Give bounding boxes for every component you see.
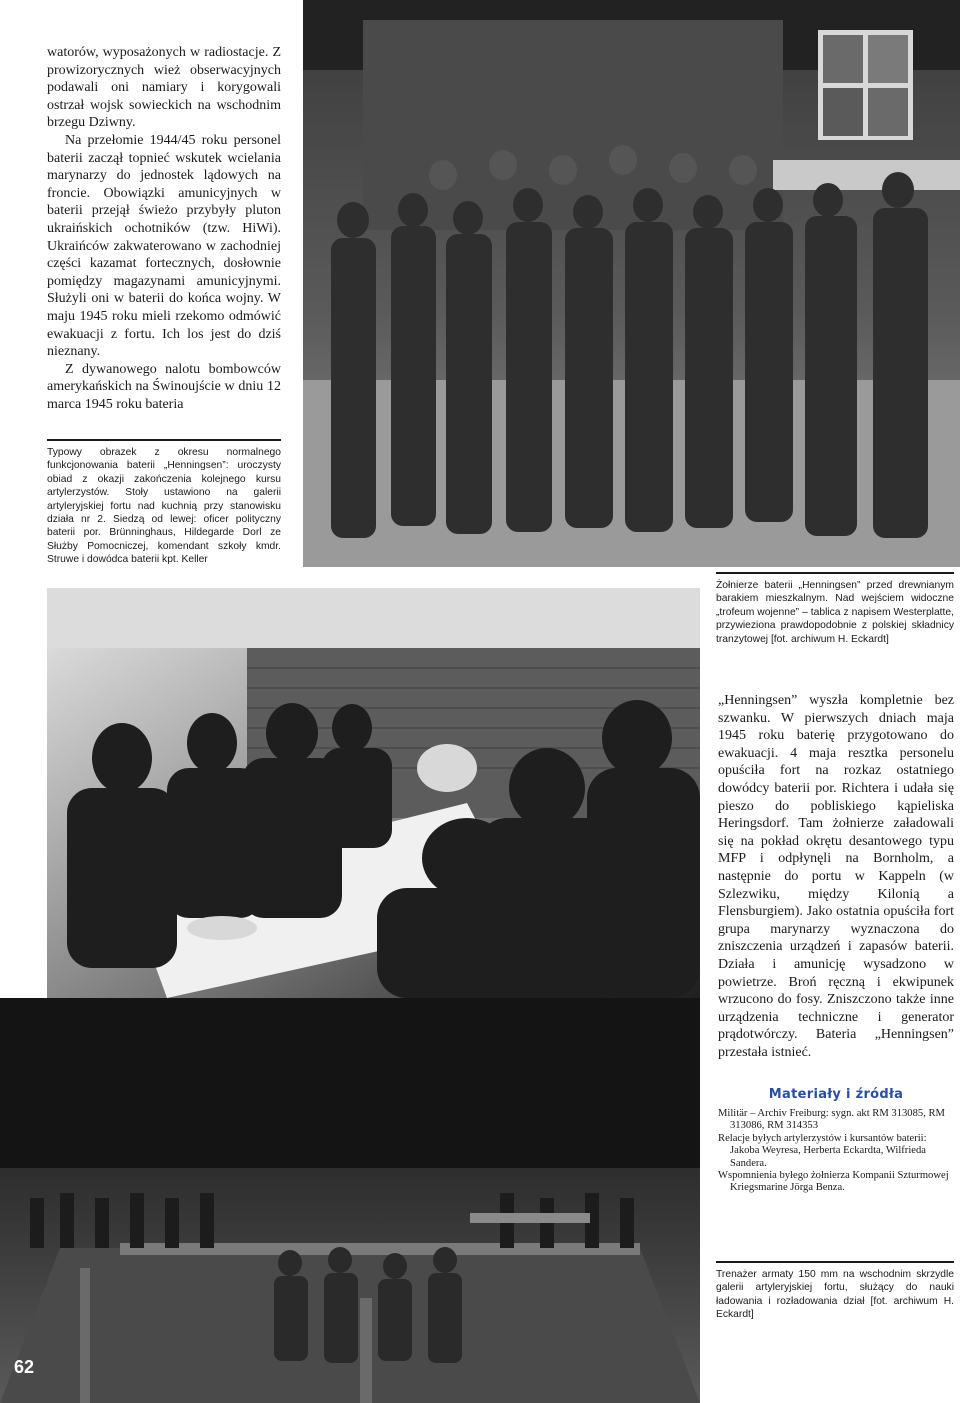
soldiers-photo: [303, 0, 960, 567]
soldiers-caption: Żołnierze baterii „Henningsen” przed drewnianym barakiem mieszkalnym. Nad wejściem widoczne „trofeum wojenne” – tablica z napisem Westerplatte, przywieziona prawdopodobnie z polskiej składnicy tranzytowej [fot. archiwum H. Eckardt]: [716, 580, 954, 645]
paragraph: Z dywanowego nalotu bombowców amerykańskich na Świnoujście w dniu 12 marca 1945 roku bateria: [47, 361, 281, 412]
right-column-text: [718, 692, 954, 1061]
paragraph: „Henningsen” wyszła kompletnie bez szwanku. W pierwszych dniach maja 1945 roku baterię przygotowano do ewakuacji. 4 maja resztka personelu opuściła fort na rozkaz ostatniego dowódcy baterii por. Richtera i udała się pieszo do pobliskiego kąpieliska Heringsdorf. Tam żołnierze załadowali się na pokład okrętu desantowego typu MFP i odpłynęli na Bornholm, a następnie do portu w Kappeln (w Szlezwiku, między Kilonią a Flensburgiem). Jako ostatnia opuściła fort grupa marynarzy wyznaczona do zniszczenia urządzeń i zapasów baterii. Działa i amunicję wysadzono w powietrze. Broń ręczną i ekwipunek wrzucono do fosy. Zniszczono także inne urządzenia techniczne i generator prądotwórczy. Bateria „Henningsen” przestała istnieć.: [718, 693, 954, 1060]
source-item: Relacje byłych artylerzystów i kursantów baterii: Jakoba Weyresa, Herberta Eckardta, Wilfrieda Sandera.: [718, 1132, 927, 1169]
source-item: Wspomnienia byłego żołnierza Kompanii Szturmowej Kriegsmarine Jörga Benza.: [718, 1170, 949, 1194]
dinner-photo: [47, 588, 700, 998]
caption-rule: [716, 1261, 954, 1263]
training-caption: Trenażer armaty 150 mm na wschodnim skrzydle galerii artyleryjskiej fortu, służący do nauki ładowania i rozładowania dział [fot. archiwum H. Eckardt]: [716, 1269, 954, 1321]
source-item: Militär – Archiv Freiburg: sygn. akt RM 313085, RM 313086, RM 314353: [718, 1108, 945, 1132]
training-photo: [0, 998, 700, 1403]
dinner-caption: Typowy obrazek z okresu normalnego funkcjonowania baterii „Henningsen”: uroczysty obiad z okazji zakończenia kolejnego kursu artylerzystów. Stoły ustawiono na galerii artyleryjskiej fortu nad kuchnią przy stanowisku działa nr 2. Siedzą od lewej: oficer polityczny baterii por. Brünninghaus, Hildegarde Dorl ze Służby Pomocniczej, komendant szkoły kmdr. Struwe i dowódca baterii kpt. Keller: [47, 447, 281, 566]
sources-list: [718, 1108, 954, 1195]
caption-rule: [47, 439, 281, 441]
paragraph: watorów, wyposażonych w radiostacje. Z prowizorycznych wież obserwacyjnych podawali oni namiary i korygowali ostrzał wojsk sowieckich na wschodnim brzegu Dziwny.: [47, 45, 281, 131]
page-number: 62: [14, 1357, 35, 1377]
left-column-text: [47, 44, 281, 413]
sources-heading: Materiały i źródła: [768, 1087, 904, 1102]
caption-rule: [716, 572, 954, 574]
paragraph: Na przełomie 1944/45 roku personel baterii zaczął topnieć wskutek wcielania marynarzy do jednostek lądowych na froncie. Obowiązki amunicyjnych w baterii przejął świeżo przybyły pluton ukraińskich ochotników (tzw. HiWi). Ukraińców zakwaterowano w zachodniej części kazamat fortecznych, dosłownie pomiędzy magazynami amunicyjnymi. Służyli oni w baterii do końca wojny. W maju 1945 roku mieli rzekomo odmówić ewakuacji z fortu. Ich los jest do dziś nieznany.: [47, 132, 281, 360]
